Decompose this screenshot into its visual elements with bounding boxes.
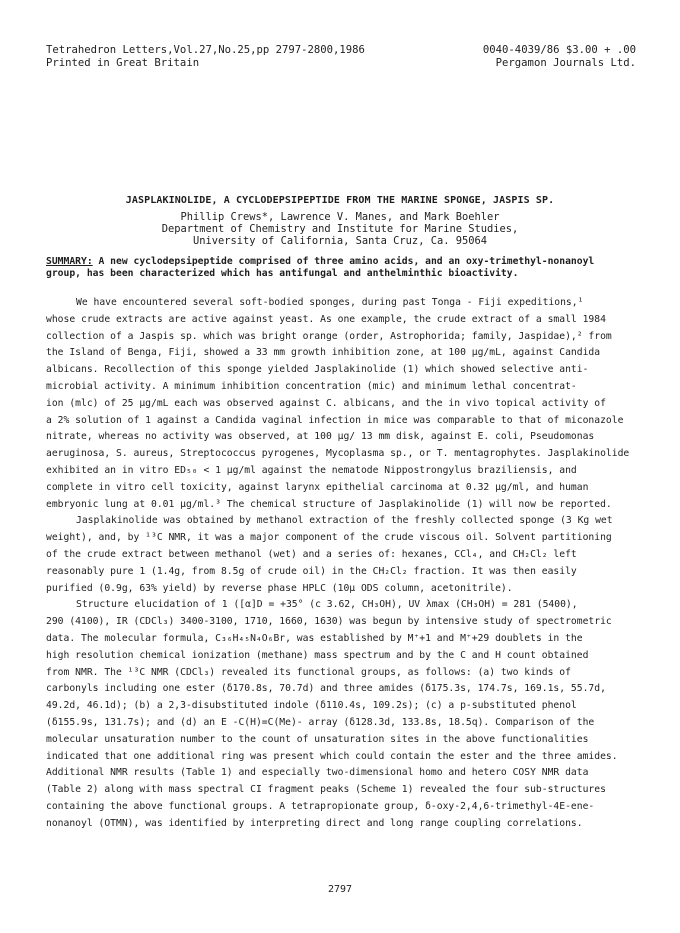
body-line: the Island of Benga, Fiji, showed a 33 mm growth inhibition zone, at 100 µg/mL, against Candida — [46, 347, 601, 359]
header-row-1 — [46, 44, 636, 57]
body-line: nitrate, whereas no activity was observed, at 100 µg/ 13 mm disk, against E. coli, Pseudomonas — [46, 431, 595, 443]
author-block — [0, 211, 680, 248]
author-names: Phillip Crews*, Lawrence V. Manes, and Mark Boehler — [180, 211, 500, 223]
body-line: purified (0.9g, 63% yield) by reverse phase HPLC (10µ ODS column, acetonitrile). — [46, 582, 513, 594]
body-line: albicans. Recollection of this sponge yielded Jasplakinolide (1) which showed selective anti- — [46, 364, 589, 376]
article-title: JASPLAKINOLIDE, A CYCLODEPSIPEPTIDE FROM THE MARINE SPONGE, JASPIS SP. — [125, 195, 555, 206]
body-line: ion (mlc) of 25 µg/mL each was observed against C. albicans, and the in vivo topical activity of — [46, 397, 606, 409]
body-line: containing the above functional groups. A tetrapropionate group, δ-oxy-2,4,6-trimethyl-4E-ene- — [46, 800, 595, 812]
body-line: (δ155.9s, 131.7s); and (d) an E -C(H)=C(Me)- array (δ128.3d, 133.8s, 18.5q). Comparison of the — [46, 716, 595, 728]
body-line: weight), and, by ¹³C NMR, it was a major component of the crude viscous oil. Solvent partitioning — [46, 532, 612, 544]
body-line: We have encountered several soft-bodied sponges, during past Tonga - Fiji expeditions,¹ — [76, 297, 584, 308]
body-line: (Table 2) along with mass spectral CI fragment peaks (Scheme 1) revealed the four sub-structures — [46, 784, 606, 796]
body-line: embryonic lung at 0.01 µg/ml.³ The chemical structure of Jasplakinolide (1) will now be reported. — [46, 498, 612, 510]
article-body — [46, 295, 636, 833]
printed-in: Printed in Great Britain — [46, 57, 200, 69]
body-line: Jasplakinolide was obtained by methanol extraction of the freshly collected sponge (3 Kg wet — [76, 515, 613, 527]
body-line: indicated that one additional ring was present which could contain the ester and the three amides. — [46, 750, 618, 762]
summary-text-1: A new cyclodepsipeptide comprised of three amino acids, and an oxy-trimethyl-nonanoyl — [92, 256, 595, 267]
page-header — [46, 44, 636, 70]
body-line: microbial activity. A minimum inhibition concentration (mic) and minimum lethal concentrat- — [46, 380, 577, 392]
header-row-2 — [46, 57, 636, 70]
body-line: whose crude extracts are active against yeast. As one example, the crude extract of a small 1984 — [46, 313, 606, 325]
body-line: 290 (4100), IR (CDCl₃) 3400-3100, 1710, 1660, 1630) was begun by intensive study of spectrometric — [46, 616, 612, 628]
body-line: high resolution chemical ionization (methane) mass spectrum and by the C and H count obtained — [46, 649, 589, 661]
body-line: collection of a Jaspis sp. which was bright orange (order, Astrophorida; family, Jaspidae),² from — [46, 330, 612, 342]
body-line: molecular unsaturation number to the count of unsaturation sites in the above functionalities — [46, 733, 589, 745]
body-line: a 2% solution of 1 against a Candida vaginal infection in mice was comparable to that of miconazole — [46, 414, 624, 426]
publisher: Pergamon Journals Ltd. — [495, 57, 636, 69]
author-university: University of California, Santa Cruz, Ca. 95064 — [192, 235, 488, 248]
issn-price: 0040-4039/86 $3.00 + .00 — [482, 44, 636, 56]
summary-label: SUMMARY: — [46, 256, 93, 267]
body-line: carbonyls including one ester (δ170.8s, 70.7d) and three amides (δ175.3s, 174.7s, 169.1s, 55.7d, — [46, 683, 606, 695]
journal-citation: Tetrahedron Letters,Vol.27,No.25,pp 2797-2800,1986 — [46, 44, 365, 56]
body-line: data. The molecular formula, C₃₆H₄₅N₄O₆Br, was established by M⁺+1 and M⁺+29 doublets in the — [46, 632, 583, 644]
body-line: Additional NMR results (Table 1) and especially two-dimensional homo and hetero COSY NMR data — [46, 767, 589, 779]
body-line: of the crude extract between methanol (wet) and a series of: hexanes, CCl₄, and CH₂Cl₂ left — [46, 548, 577, 560]
body-line: exhibited an in vitro ED₅₀ < 1 µg/ml against the nematode Nippostrongylus braziliensis, and — [46, 464, 577, 476]
body-line: nonanoyl (OTMN), was identified by interpreting direct and long range coupling correlations. — [46, 817, 583, 829]
summary — [46, 256, 636, 280]
body-line: aeruginosa, S. aureus, Streptococcus pyrogenes, Mycoplasma sp., or T. mentagrophytes. Jasplakinolide — [46, 448, 630, 460]
body-line: from NMR. The ¹³C NMR (CDCl₃) revealed its functional groups, as follows: (a) two kinds of — [46, 666, 571, 678]
page-number: 2797 — [327, 884, 353, 895]
body-line: Structure elucidation of 1 ([α]D = +35° (c 3.62, CH₃OH), UV λmax (CH₃OH) = 281 (5400), — [76, 599, 578, 611]
body-line: 49.2d, 46.1d); (b) a 2,3-disubstituted indole (δ110.4s, 109.2s); (c) a p-substituted phenol — [46, 700, 577, 712]
summary-line-1 — [46, 256, 636, 268]
summary-line-2: group, has been characterized which has antifungal and anthelminthic bioactivity. — [46, 268, 519, 280]
author-department: Department of Chemistry and Institute for Marine Studies, — [161, 223, 519, 236]
body-line: reasonably pure 1 (1.4g, from 8.5g of crude oil) in the CH₂Cl₂ fraction. It was then easily — [46, 565, 577, 577]
body-line: complete in vitro cell toxicity, against larynx epithelial carcinoma at 0.32 µg/ml, and human — [46, 481, 589, 493]
